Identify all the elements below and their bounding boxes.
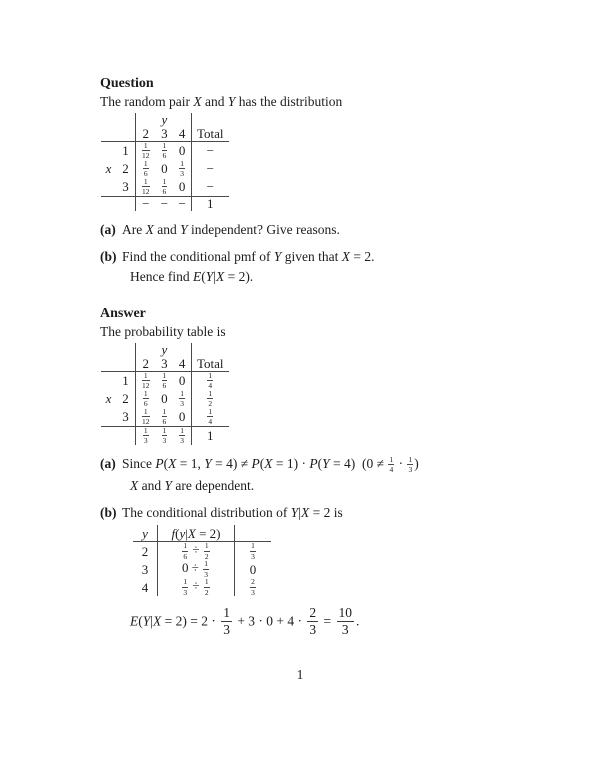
cell: 0 [161,161,168,177]
cell [101,141,116,160]
conditional-distribution-table [133,525,271,596]
item-label: (b) [100,249,117,265]
cell [136,113,156,127]
cell [173,343,191,357]
answer-item-a [100,456,540,494]
question-item-b [100,249,540,286]
column-header: 2 [136,357,156,372]
footer-cell: 1 [192,426,229,445]
result-cell: 0 [249,561,257,577]
table-header-row [101,357,229,372]
footer-cell: − [173,196,191,211]
cell: 0 [178,409,186,424]
row-header: 2 [116,160,136,178]
row-header: 2 [133,542,158,561]
total-cell: $\frac{1}{4}$ [192,408,229,427]
cell [136,343,156,357]
cell: $\frac{1}{6}$ [162,140,167,161]
row-header: 3 [133,560,158,578]
column-header: 3 [156,127,174,142]
row-header: 1 [116,371,136,390]
item-label: (a) [100,455,116,471]
table-row [101,160,229,178]
cell [101,343,116,357]
total-cell: $\frac{1}{4}$ [192,371,229,390]
y-variable-label: y [161,112,168,128]
item-text: Find the conditional pmf of Y given that X = 2. [122,249,375,265]
table-row [101,178,229,197]
joint-distribution-table [101,113,229,211]
cell: $\frac{1}{6}$ [162,176,167,197]
row-header: 3 [116,178,136,197]
answer-intro: The probability table is [100,324,226,340]
cell: $\frac{1}{12}$ [142,176,150,197]
cell: 0 ÷ $\frac{1}{3}$ [158,560,235,578]
hence-line: Hence find E(Y|X = 2). [130,269,254,285]
x-variable-label: x [105,391,112,406]
document-content [100,75,540,637]
cell: $\frac{1}{6}$ [143,388,148,408]
answer-item-b [100,505,540,637]
column-header: 4 [173,357,191,372]
table-row [133,578,271,596]
cell [116,127,136,142]
table-row [101,371,229,390]
answer-heading: Answer [100,305,146,321]
column-header [235,525,272,542]
result-cell: $\frac{2}{3}$ [251,577,255,597]
column-header: y [133,525,158,542]
item-text: The conditional distribution of Y|X = 2 is [122,504,343,520]
row-header: 4 [133,578,158,596]
page-number: 1 [296,667,304,682]
item-text: Are X and Y independent? Give reasons. [122,221,340,237]
table-footer-row [101,196,229,211]
row-header: 2 [116,390,136,408]
x-variable-label: x [105,161,112,177]
row-header: 1 [116,141,136,160]
cell [116,196,136,211]
cell [192,113,229,127]
table-footer-row [101,426,229,445]
cell: $\frac{1}{3}$ ÷ $\frac{1}{2}$ [158,578,235,596]
question-intro: The random pair X and Y has the distribution [100,94,343,110]
cell: 0 [178,179,186,195]
cell: 0 [178,143,186,159]
column-header: f(y|X = 2) [158,525,235,542]
probability-table [101,343,229,445]
footer-cell: $\frac{1}{3}$ [173,426,191,445]
item-text: Since P(X = 1, Y = 4) ≠ P(X = 1) · P(Y = 4) (0 ≠ $\frac{1}{4}$ · $\frac{1}{3}$ ) [122,454,419,474]
table-row [133,542,271,561]
cell: $\frac{1}{12}$ [142,370,150,390]
question-heading: Question [100,76,154,91]
cell: $\frac{1}{6}$ ÷ $\frac{1}{2}$ [158,542,235,561]
table-y-label-row [101,343,229,357]
footer-cell: $\frac{1}{3}$ [156,426,174,445]
cell [116,113,136,127]
table-row [101,408,229,427]
cell: $\frac{1}{6}$ [162,370,167,390]
cell: $\frac{1}{6}$ [162,406,167,426]
cell [116,357,136,372]
question-item-a [100,222,540,238]
dependence-conclusion: X and Y are dependent. [130,477,255,493]
column-header: 4 [173,127,191,142]
cell [101,178,116,197]
cell: 0 [161,391,168,406]
cell [101,371,116,390]
cell [101,113,116,127]
cell [101,408,116,427]
cell [173,113,191,127]
cell [101,127,116,142]
answer-section [100,305,540,637]
column-header: 2 [136,127,156,142]
footer-cell: $\frac{1}{3}$ [136,426,156,445]
item-label: (b) [100,504,117,520]
table-row [133,560,271,578]
row-header: 3 [116,408,136,427]
table-header-row [101,127,229,142]
cell: $\frac{1}{12}$ [142,406,150,426]
cell [192,343,229,357]
total-cell: $\frac{1}{2}$ [192,390,229,408]
table-y-label-row [101,113,229,127]
column-header: Total [192,357,229,372]
total-cell: − [192,178,229,197]
item-label: (a) [100,221,116,237]
result-cell: $\frac{1}{3}$ [251,541,255,561]
table-row [101,141,229,160]
cell: 0 [178,373,186,388]
expectation-equation: E(Y|X = 2) = 2 · $\frac{1}{3}$ + 3 · 0 + 4 · $\frac{2}{3}$ = $\frac{10}{3}$ . [130,605,360,637]
table-row [101,390,229,408]
total-cell: − [192,160,229,178]
cell [116,426,136,445]
cell: $\frac{1}{3}$ [180,158,184,179]
cell [116,343,136,357]
cell [101,196,116,211]
table-header-row [133,525,271,542]
cell: $\frac{1}{6}$ [143,158,148,179]
footer-cell: − [156,196,174,211]
cell [101,357,116,372]
cell: $\frac{1}{3}$ [180,388,184,408]
column-header: 3 [156,357,174,372]
footer-cell: − [136,196,156,211]
y-variable-label: y [161,342,168,357]
cell: $\frac{1}{12}$ [142,140,150,161]
cell [101,426,116,445]
total-cell: − [192,141,229,160]
footer-cell: 1 [192,196,229,211]
column-header: Total [192,127,229,142]
